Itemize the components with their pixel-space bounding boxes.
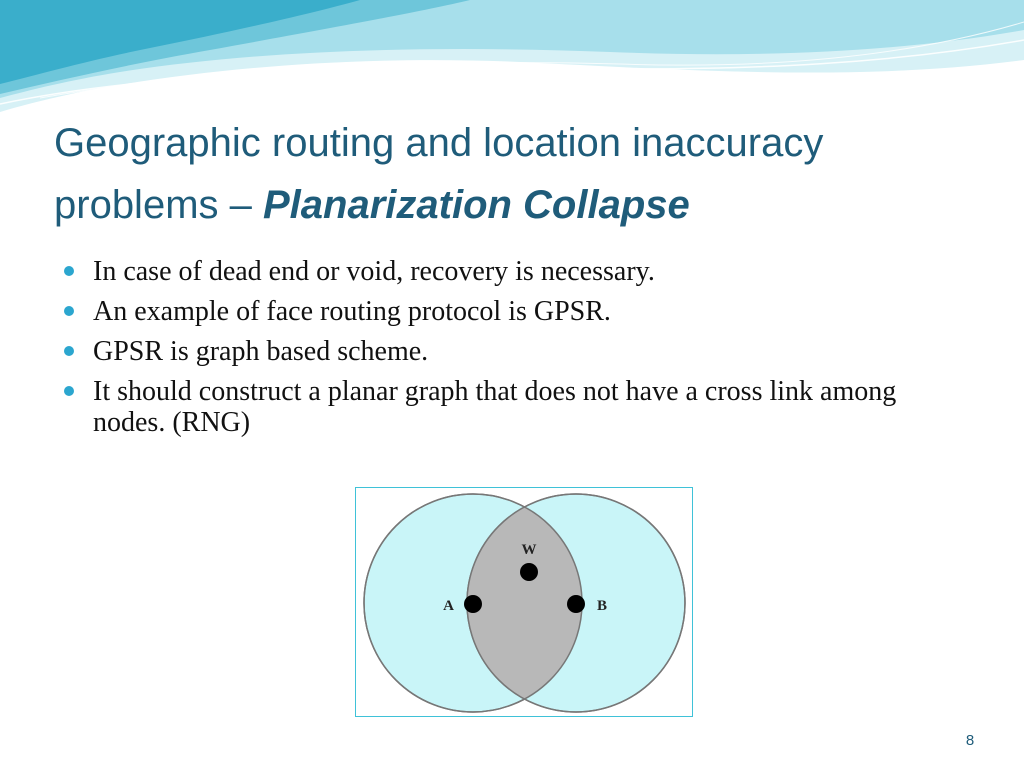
bullet-dot-icon bbox=[64, 306, 74, 316]
rng-diagram bbox=[355, 487, 693, 717]
bullet-dot-icon bbox=[64, 346, 74, 356]
node-b-label: B bbox=[597, 598, 608, 614]
bullet-dot-icon bbox=[64, 266, 74, 276]
bullet-text: An example of face routing protocol is GPSR. bbox=[93, 296, 611, 327]
bullet-item bbox=[62, 256, 962, 287]
header-wave-decoration bbox=[0, 0, 1024, 120]
node-b bbox=[567, 595, 585, 613]
rng-diagram-svg bbox=[356, 488, 691, 715]
bullet-list bbox=[62, 256, 962, 447]
bullet-text: It should construct a planar graph that does not have a cross link among nodes. (RNG) bbox=[93, 376, 897, 438]
slide-title-text: Geographic routing and location inaccuracy problems – bbox=[54, 121, 824, 227]
node-a bbox=[464, 595, 482, 613]
bullet-text: In case of dead end or void, recovery is necessary. bbox=[93, 256, 655, 287]
slide-title-emphasis: Planarization Collapse bbox=[262, 183, 690, 227]
node-w bbox=[520, 563, 538, 581]
node-a-label: A bbox=[443, 598, 454, 614]
page-number: 8 bbox=[965, 732, 975, 749]
bullet-dot-icon bbox=[64, 386, 74, 396]
bullet-text: GPSR is graph based scheme. bbox=[93, 336, 429, 367]
slide-title bbox=[54, 112, 994, 236]
bullet-item bbox=[62, 296, 962, 327]
bullet-item bbox=[62, 336, 962, 367]
bullet-item bbox=[62, 376, 962, 438]
node-w-label: W bbox=[521, 542, 537, 558]
